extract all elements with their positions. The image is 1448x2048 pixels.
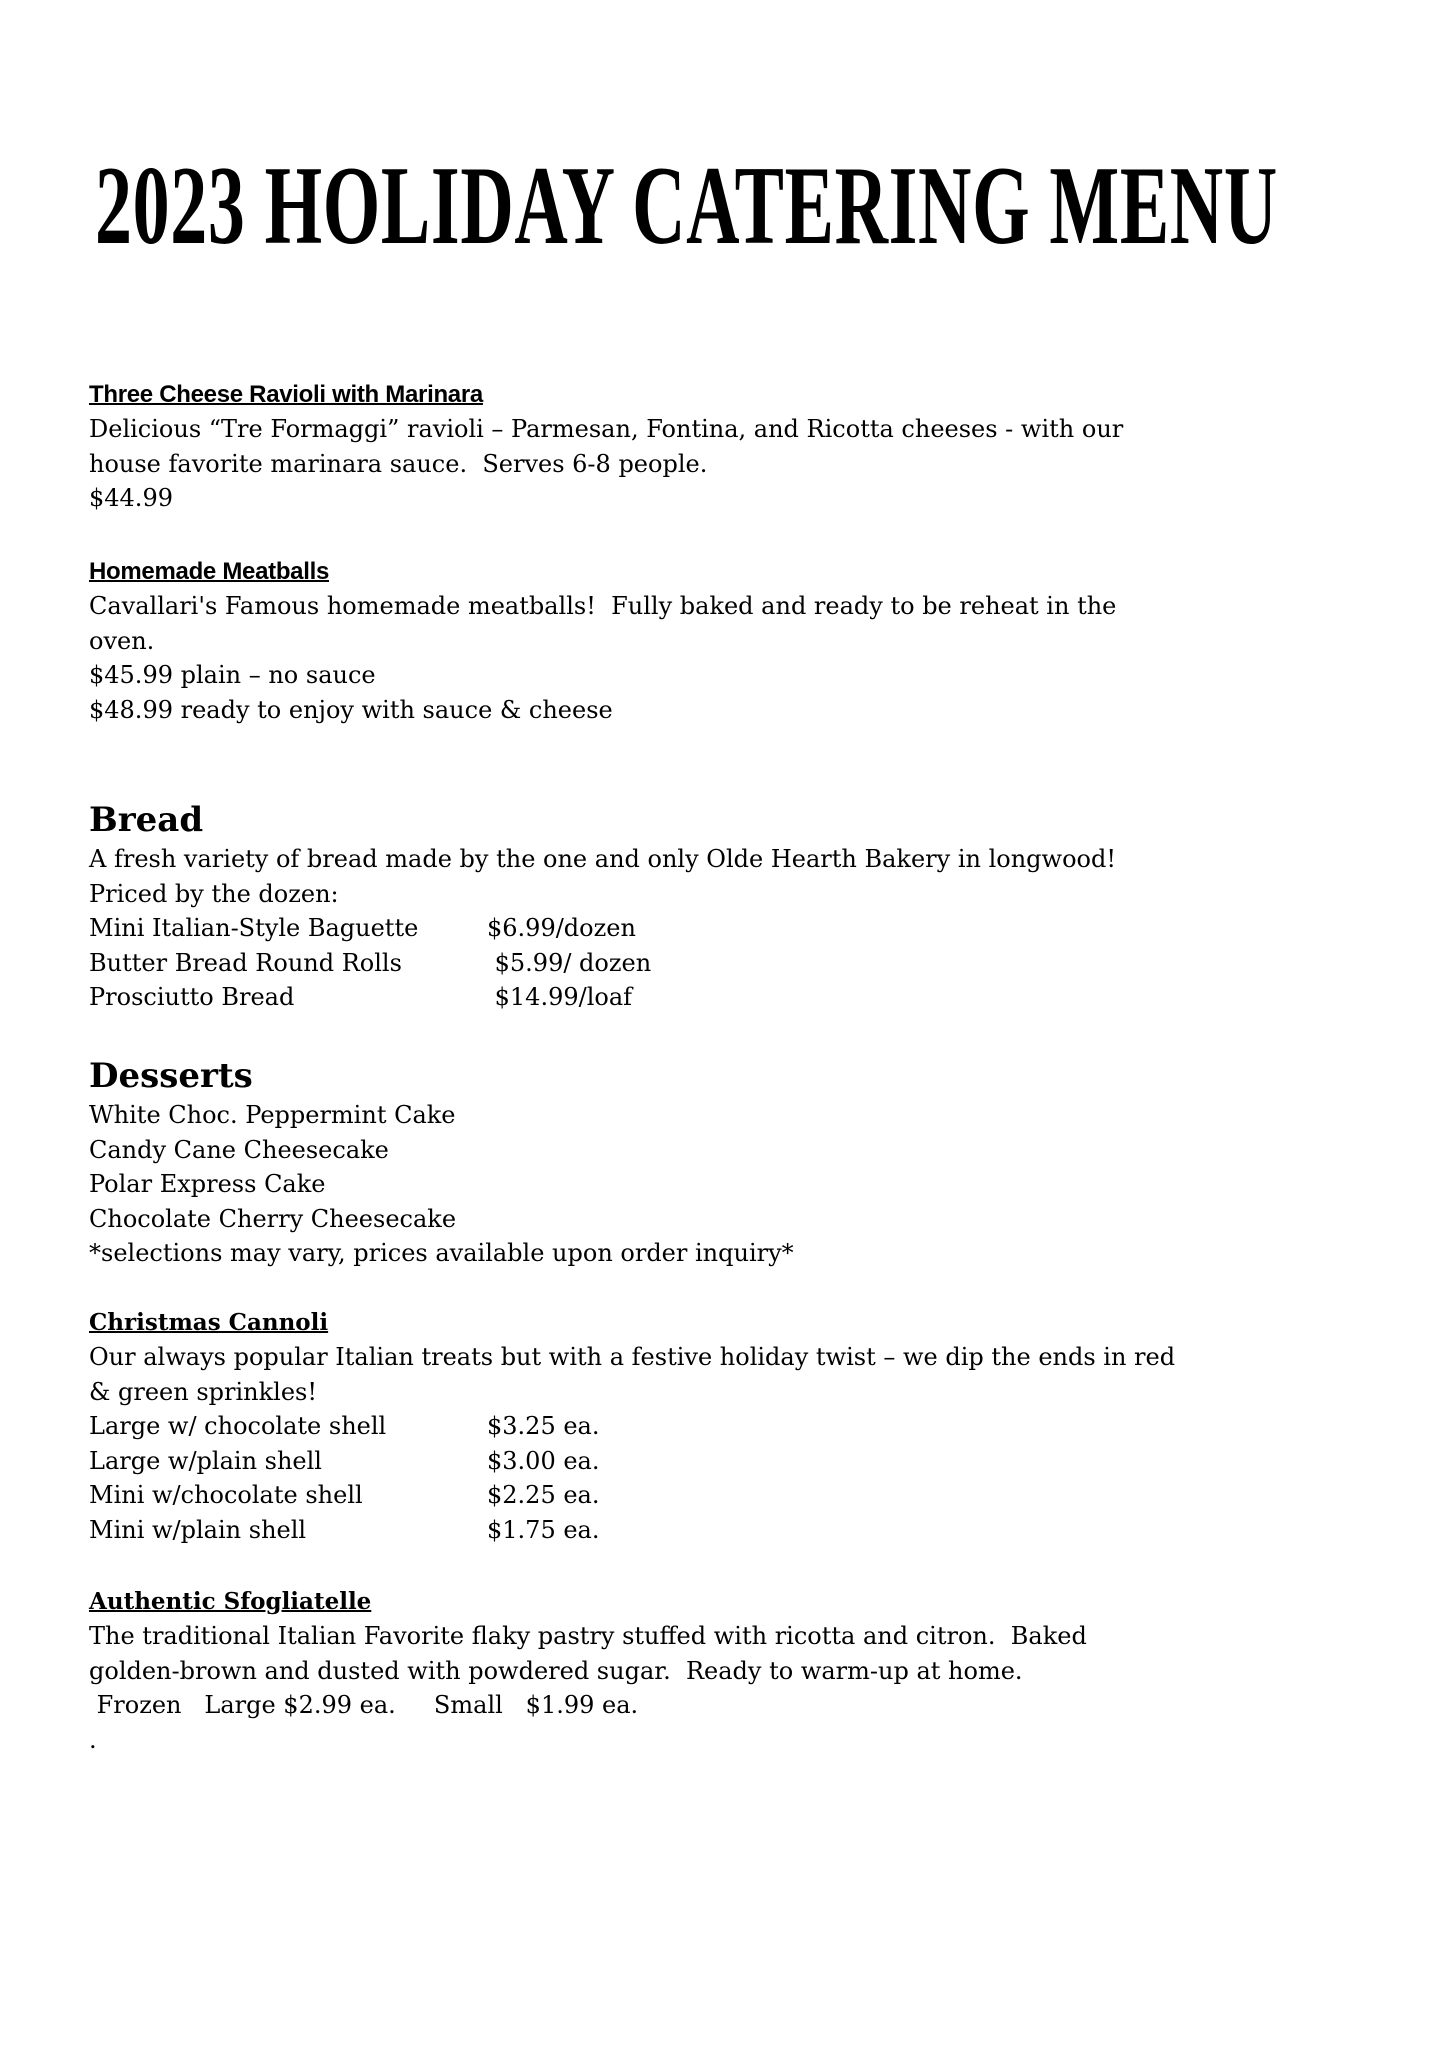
section-heading: Three Cheese Ravioli with Marinara (89, 381, 483, 408)
menu-item (89, 946, 1116, 981)
section-ravioli (89, 378, 1123, 516)
item-price: $5.99/ dozen (487, 948, 652, 977)
price-line: $44.99 (89, 484, 173, 512)
item-name: Mini w/plain shell (89, 1515, 307, 1544)
menu-item (89, 911, 1116, 946)
section-sfogliatelle (89, 1585, 1087, 1757)
section-heading: Homemade Meatballs (89, 558, 330, 585)
section-heading: Authentic Sfogliatelle (89, 1588, 372, 1615)
menu-item (89, 980, 1116, 1015)
item-price: $14.99/loaf (487, 983, 633, 1011)
section-heading: Christmas Cannoli (89, 1309, 329, 1336)
text-line: & green sprinkles! (89, 1377, 317, 1406)
price-line: $48.99 ready to enjoy with sauce & cheese (89, 695, 613, 724)
menu-item (89, 1444, 1175, 1479)
item-name: Mini w/chocolate shell (89, 1481, 363, 1509)
text-line: White Choc. Peppermint Cake (89, 1101, 456, 1129)
item-name: Large w/ chocolate shell (89, 1412, 387, 1440)
section-cannoli (89, 1306, 1175, 1547)
section-heading: Bread (89, 800, 204, 840)
price-line: $45.99 plain – no sauce (89, 661, 376, 689)
text-line: Our always popular Italian treats but with a festive holiday twist – we dip the ends in red (89, 1343, 1176, 1371)
text-line: Priced by the dozen: (89, 879, 339, 908)
menu-item (89, 1513, 1175, 1548)
section-meatballs (89, 555, 1116, 727)
text-line: golden-brown and dusted with powdered sugar. Ready to warm-up at home. (89, 1656, 1023, 1685)
section-bread (89, 798, 1116, 1015)
page-title: 2023 HOLIDAY CATERING MENU (95, 144, 1278, 268)
item-price: $3.25 ea. (487, 1412, 600, 1440)
text-line: Delicious “Tre Formaggi” ravioli – Parmesan, Fontina, and Ricotta cheeses - with our (89, 415, 1124, 443)
text-line: Cavallari's Famous homemade meatballs! Fully baked and ready to be reheat in the (89, 592, 1117, 620)
menu-item (89, 1409, 1175, 1444)
note-line: *selections may vary, prices available upon order inquiry* (89, 1239, 794, 1267)
item-name: Large w/plain shell (89, 1446, 322, 1475)
menu-item (89, 1478, 1175, 1513)
text-line: house favorite marinara sauce. Serves 6-8 people. (89, 449, 708, 478)
item-price: $6.99/dozen (487, 914, 636, 942)
text-line: The traditional Italian Favorite flaky pastry stuffed with ricotta and citron. Baked (89, 1622, 1087, 1650)
item-price: $1.75 ea. (487, 1515, 600, 1544)
text-line: Chocolate Cherry Cheesecake (89, 1204, 457, 1233)
text-line: . (89, 1725, 97, 1754)
item-name: Butter Bread Round Rolls (89, 948, 402, 977)
text-line: Candy Cane Cheesecake (89, 1135, 389, 1164)
text-line: Polar Express Cake (89, 1170, 326, 1198)
text-line: A fresh variety of bread made by the one and only Olde Hearth Bakery in longwood! (89, 845, 1116, 873)
item-price: $3.00 ea. (487, 1446, 600, 1475)
section-desserts (89, 1054, 794, 1271)
item-name: Mini Italian-Style Baguette (89, 914, 419, 942)
item-name: Prosciutto Bread (89, 983, 295, 1011)
price-line: Frozen Large $2.99 ea. Small $1.99 ea. (89, 1691, 639, 1719)
text-line: oven. (89, 626, 155, 655)
item-price: $2.25 ea. (487, 1481, 600, 1509)
section-heading: Desserts (89, 1056, 253, 1096)
